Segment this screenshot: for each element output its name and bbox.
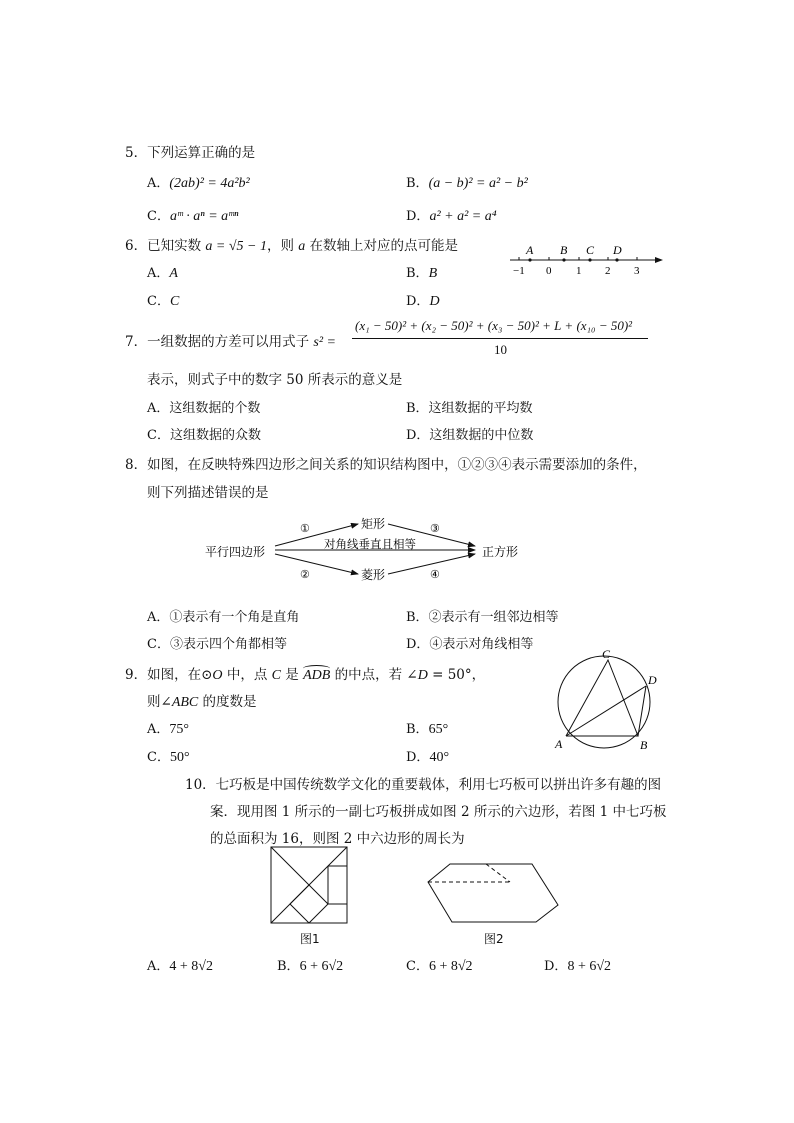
tangram-figure-1 bbox=[270, 846, 350, 926]
q7-option-d: D．这组数据的中位数 bbox=[406, 428, 534, 443]
q10-c-letter: C． bbox=[406, 959, 429, 974]
q8-stem-b: 则下列描述错误的是 bbox=[147, 485, 269, 501]
quadrilateral-diagram bbox=[200, 510, 530, 585]
q9-stem-line2 bbox=[147, 690, 257, 711]
q9-option-c bbox=[147, 746, 190, 766]
q9-d-val: 40° bbox=[429, 750, 450, 765]
arc-mark-icon bbox=[303, 665, 330, 672]
point-c bbox=[588, 258, 591, 261]
q9-c-letter: C． bbox=[147, 750, 170, 765]
q6-option-c bbox=[147, 290, 179, 310]
q10-c-val: 6 + 8√2 bbox=[428, 959, 473, 974]
q5-d-expr: a² + a² = a⁴ bbox=[429, 209, 497, 224]
q9-angle-abc: ABC bbox=[171, 695, 199, 710]
q9-c-val: 50° bbox=[169, 750, 190, 765]
label-c: C bbox=[602, 647, 611, 661]
q5-option-b bbox=[406, 172, 528, 192]
point-a-label: A bbox=[526, 243, 534, 257]
q7-stem-a: 7．一组数据的方差可以用式子 bbox=[125, 334, 314, 350]
q7-formula-numerator: (x₁ − 50)² + (x₂ − 50)² + (x₃ − 50)² + L + (x₁₀ − 50)² bbox=[355, 318, 633, 333]
q7-formula-lhs: s² = bbox=[313, 335, 336, 350]
condition-4: ④ bbox=[430, 569, 440, 581]
q9-angle-d: D bbox=[417, 668, 428, 683]
q9-stem-d: 的中点，若 ∠ bbox=[330, 667, 418, 683]
q10-line3: 的总面积为 16，则图 2 中六边形的周长为 bbox=[210, 831, 465, 847]
node-rectangle: 矩形 bbox=[361, 517, 386, 531]
q5-option-a bbox=[147, 172, 250, 192]
q10-line2: 案．现用图 1 所示的一副七巧板拼成如图 2 所示的六边形，若图 1 中七巧板 bbox=[210, 804, 667, 820]
q6-c-letter: C． bbox=[147, 294, 170, 309]
q6-stem-var: a bbox=[298, 239, 306, 254]
q9-a-val: 75° bbox=[169, 722, 189, 737]
q6-a-val: A bbox=[169, 266, 178, 281]
node-parallelogram: 平行四边形 bbox=[205, 545, 266, 559]
q10-a-letter: A． bbox=[147, 959, 170, 974]
q5-b-expr: (a − b)² = a² − b² bbox=[428, 176, 528, 191]
point-b-label: B bbox=[560, 243, 568, 257]
q8-option-d: D．④表示对角线相等 bbox=[406, 637, 534, 652]
q9-stem2-b: 的度数是 bbox=[198, 694, 257, 710]
q6-option-b bbox=[406, 262, 437, 282]
chord-ad bbox=[566, 686, 646, 736]
q10-option-d bbox=[544, 955, 611, 975]
q5-a-expr: (2ab)² = 4a²b² bbox=[169, 176, 250, 191]
q6-d-val: D bbox=[429, 294, 440, 309]
q10-option-c bbox=[406, 955, 473, 975]
q8-option-c: C．③表示四个角都相等 bbox=[147, 637, 287, 652]
q9-a-letter: A． bbox=[147, 722, 170, 737]
q6-stem-a: 6．已知实数 bbox=[125, 238, 206, 254]
q6-b-letter: B． bbox=[406, 266, 429, 281]
q10-d-letter: D． bbox=[544, 959, 568, 974]
number-line bbox=[505, 240, 670, 280]
q7-stem bbox=[125, 330, 336, 351]
q5-stem: 5．下列运算正确的是 bbox=[125, 145, 256, 161]
q6-option-a bbox=[147, 262, 178, 282]
circle-figure bbox=[552, 648, 662, 758]
middle-condition: 对角线垂直且相等 bbox=[324, 539, 416, 551]
q5-b-letter: B． bbox=[406, 176, 429, 191]
q8-option-a: A．①表示有一个角是直角 bbox=[147, 610, 300, 625]
tick-label-3: 3 bbox=[634, 265, 640, 277]
q7-option-b: B．这组数据的平均数 bbox=[406, 401, 533, 416]
node-rhombus: 菱形 bbox=[361, 568, 386, 582]
q10-b-val: 6 + 6√2 bbox=[299, 959, 344, 974]
q9-option-a bbox=[147, 718, 189, 738]
tick-label-1: 1 bbox=[576, 265, 582, 277]
q9-option-d bbox=[406, 746, 449, 766]
label-d: D bbox=[648, 673, 657, 687]
q7-option-c: C．这组数据的众数 bbox=[147, 428, 261, 443]
q8-stem-a: 8．如图，在反映特殊四边形之间关系的知识结构图中，①②③④表示需要添加的条件， bbox=[125, 457, 647, 473]
condition-2: ② bbox=[300, 569, 310, 581]
q5-option-d bbox=[406, 205, 497, 225]
q6-stem-b: ，则 bbox=[266, 238, 299, 254]
q6-d-letter: D． bbox=[406, 294, 430, 309]
tick-label-0: 0 bbox=[546, 265, 552, 277]
q9-stem-b: 中，点 bbox=[222, 667, 272, 683]
point-b bbox=[562, 258, 565, 261]
q6-stem bbox=[125, 234, 458, 255]
q9-stem2-a: 则∠ bbox=[147, 694, 172, 710]
q7-stem-b: 表示，则式子中的数字 50 所表示的意义是 bbox=[147, 372, 403, 388]
q8-option-b: B．②表示有一组邻边相等 bbox=[406, 610, 559, 625]
q9-arc-label: ADB bbox=[303, 668, 331, 683]
q10-b-letter: B． bbox=[277, 959, 300, 974]
q6-option-d bbox=[406, 290, 440, 310]
q9-stem bbox=[125, 663, 485, 684]
tangram-figure-2 bbox=[420, 860, 570, 930]
q9-b-letter: B． bbox=[406, 722, 429, 737]
q7-fraction-bar bbox=[352, 338, 648, 339]
q5-c-expr: aᵐ · aⁿ = aᵐⁿ bbox=[169, 209, 239, 224]
tick-label-neg1: −1 bbox=[513, 265, 525, 277]
q7-formula-denominator: 10 bbox=[494, 342, 507, 357]
point-d bbox=[615, 258, 618, 261]
condition-1: ① bbox=[300, 523, 310, 535]
q9-d-letter: D． bbox=[406, 750, 430, 765]
arrow-to-rhombus bbox=[275, 554, 358, 574]
q10-d-val: 8 + 6√2 bbox=[567, 959, 612, 974]
q9-option-b bbox=[406, 718, 448, 738]
q5-c-letter: C． bbox=[147, 209, 170, 224]
point-d-label: D bbox=[613, 243, 622, 257]
q6-stem-expr: a = √5 − 1 bbox=[205, 239, 267, 254]
circle-o bbox=[558, 656, 650, 748]
q6-c-val: C bbox=[169, 294, 180, 309]
tick-label-2: 2 bbox=[605, 265, 611, 277]
q6-b-val: B bbox=[428, 266, 438, 281]
q9-stem-e: = 50°， bbox=[427, 667, 486, 683]
q9-stem-c: 是 bbox=[280, 667, 304, 683]
q10-option-b bbox=[277, 955, 343, 975]
point-a bbox=[528, 258, 531, 261]
condition-3: ③ bbox=[430, 523, 440, 535]
q5-option-c bbox=[147, 205, 238, 225]
label-a: A bbox=[555, 737, 563, 751]
fig1-caption: 图1 bbox=[300, 932, 320, 946]
q6-a-letter: A． bbox=[147, 266, 170, 281]
q9-point-c: C bbox=[271, 668, 281, 683]
q9-stem-a: 9．如图，在⊙ bbox=[125, 667, 213, 683]
q7-option-a: A．这组数据的个数 bbox=[147, 401, 261, 416]
q5-a-letter: A． bbox=[147, 176, 170, 191]
q10-a-val: 4 + 8√2 bbox=[169, 959, 213, 974]
q10-line1: 10．七巧板是中国传统数学文化的重要载体，利用七巧板可以拼出许多有趣的图 bbox=[185, 777, 662, 793]
node-square: 正方形 bbox=[482, 545, 519, 559]
q9-b-val: 65° bbox=[428, 722, 449, 737]
q9-circle-o: O bbox=[212, 668, 223, 683]
fig2-caption: 图2 bbox=[484, 932, 504, 946]
q10-option-a bbox=[147, 955, 213, 975]
q6-stem-c: 在数轴上对应的点可能是 bbox=[305, 238, 459, 254]
q9-arc-adb bbox=[303, 668, 330, 683]
label-b: B bbox=[640, 738, 648, 752]
point-c-label: C bbox=[586, 243, 595, 257]
q5-d-letter: D． bbox=[406, 209, 430, 224]
